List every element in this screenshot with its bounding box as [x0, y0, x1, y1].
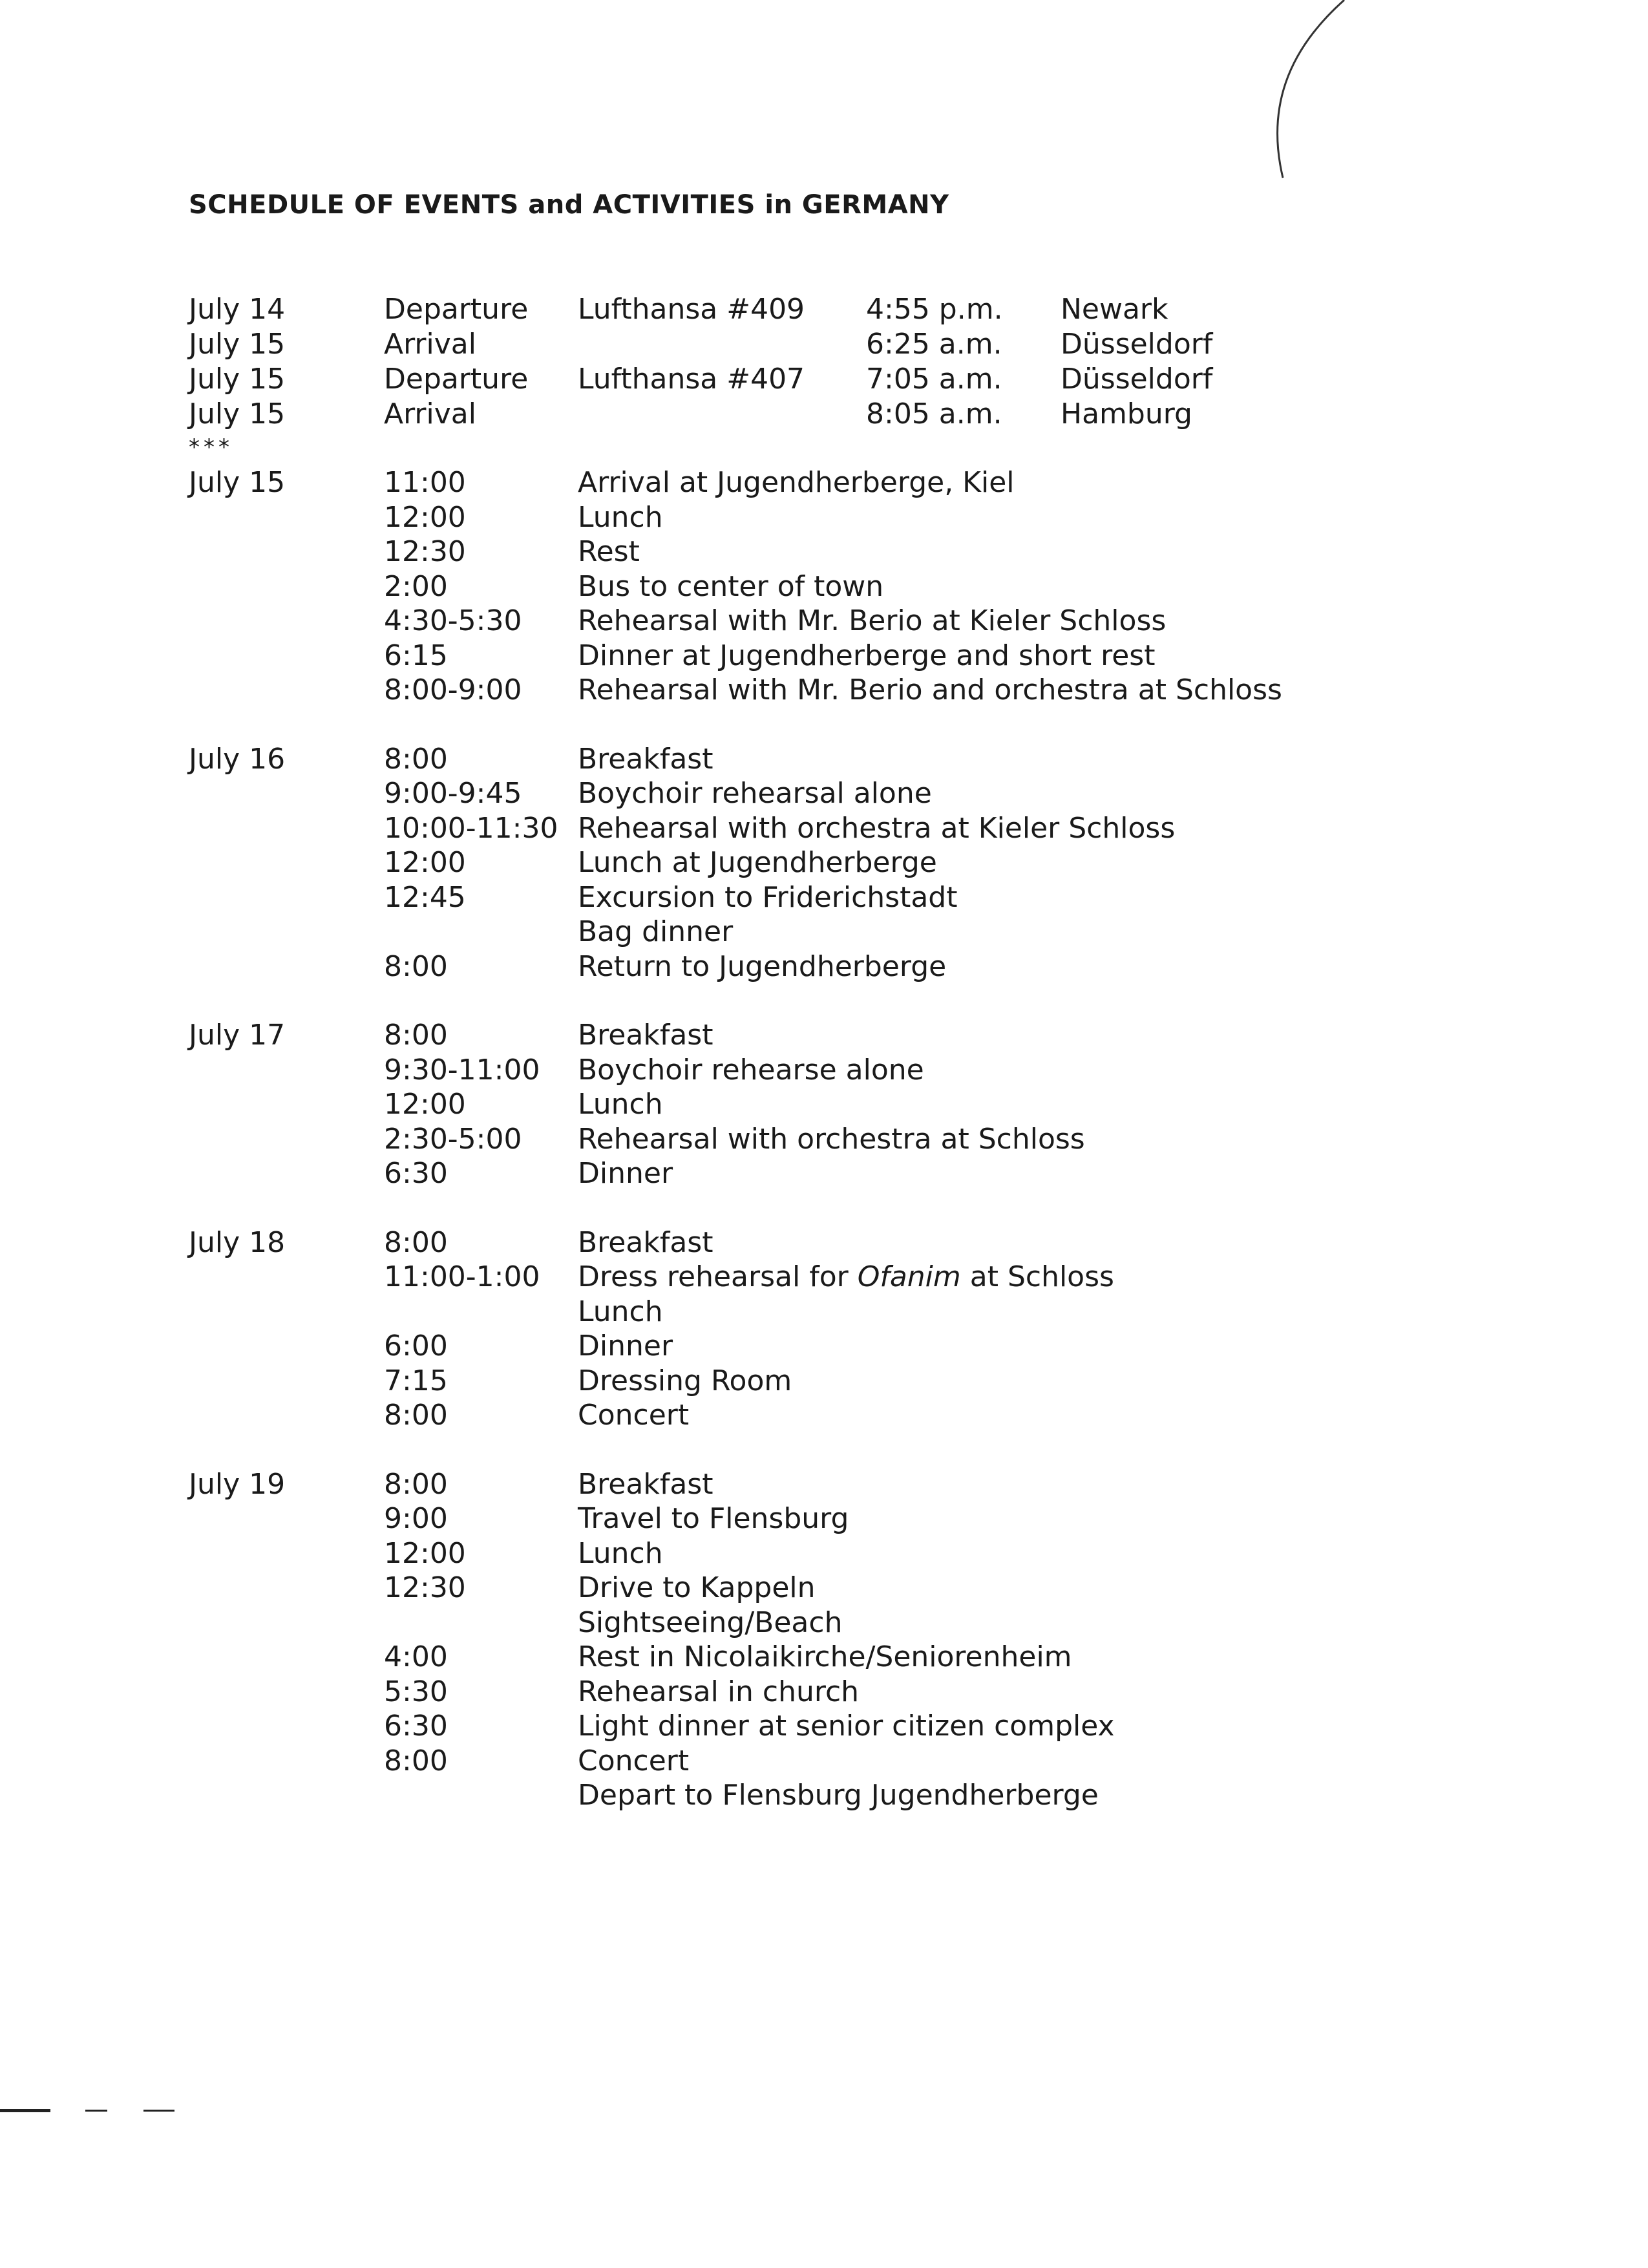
flight-date: July 15 — [189, 397, 286, 430]
event-description: Drive to Kappeln — [578, 1571, 816, 1604]
flight-city: Düsseldorf — [1061, 363, 1213, 396]
event-time: 2:00 — [384, 569, 448, 603]
work-title: Ofanim — [857, 1260, 961, 1293]
event-time: 4:00 — [384, 1640, 448, 1673]
event-time: 12:30 — [384, 535, 466, 568]
event-time: 9:00 — [384, 1502, 448, 1535]
flight-type: Departure — [384, 363, 529, 396]
margin-dash — [85, 2110, 107, 2112]
day-date: July 15 — [189, 466, 286, 499]
event-description: Lunch — [578, 1088, 663, 1121]
event-description: Rest in Nicolaikirche/Seniorenheim — [578, 1640, 1072, 1673]
day-date: July 18 — [189, 1225, 286, 1259]
event-time: 4:30-5:30 — [384, 604, 522, 637]
day-date: July 16 — [189, 742, 286, 776]
flight-type: Departure — [384, 293, 529, 326]
day-date: July 17 — [189, 1019, 286, 1052]
event-description: Boychoir rehearsal alone — [578, 777, 932, 810]
event-description: Rehearsal with orchestra at Kieler Schloss — [578, 811, 1176, 845]
event-time: 12:30 — [384, 1571, 466, 1604]
flight-city: Hamburg — [1061, 397, 1192, 430]
event-time: 6:00 — [384, 1330, 448, 1362]
event-time: 8:00 — [384, 1467, 448, 1501]
event-time: 5:30 — [384, 1675, 448, 1708]
event-time: 7:15 — [384, 1364, 448, 1397]
event-description: Bus to center of town — [578, 569, 884, 603]
flight-number: Lufthansa #409 — [578, 293, 805, 326]
event-time: 12:45 — [384, 880, 466, 914]
event-description: Rest — [578, 535, 640, 568]
event-description: Arrival at Jugendherberge, Kiel — [578, 466, 1015, 499]
event-description: Dinner — [578, 1157, 673, 1190]
flight-city: Newark — [1061, 293, 1168, 326]
event-time: 8:00 — [384, 1019, 448, 1052]
event-description: Breakfast — [578, 1225, 713, 1259]
event-time: 8:00 — [384, 1225, 448, 1259]
event-description: Concert — [578, 1399, 690, 1432]
event-time: 8:00-9:00 — [384, 673, 522, 706]
event-time: 8:00 — [384, 742, 448, 776]
event-time: 9:30-11:00 — [384, 1053, 540, 1086]
event-description: Light dinner at senior citizen complex — [578, 1710, 1115, 1743]
flight-type: Arrival — [384, 328, 476, 361]
flight-date: July 14 — [189, 293, 286, 326]
flight-type: Arrival — [384, 397, 476, 430]
event-description: Breakfast — [578, 1467, 713, 1501]
event-time: 12:00 — [384, 846, 466, 879]
event-description-part: at Schloss — [960, 1260, 1114, 1293]
event-time: 8:00 — [384, 949, 448, 983]
margin-dash — [143, 2110, 174, 2112]
event-description: Dinner — [578, 1330, 673, 1362]
event-time: 8:00 — [384, 1399, 448, 1432]
event-description: Depart to Flensburg Jugendherberge — [578, 1779, 1099, 1812]
event-description: Return to Jugendherberge — [578, 949, 947, 983]
event-time: 12:00 — [384, 1536, 466, 1570]
event-time: 12:00 — [384, 500, 466, 534]
flight-time: 6:25 a.m. — [866, 328, 1002, 361]
flight-date: July 15 — [189, 363, 286, 396]
event-description-part: Dress rehearsal for — [578, 1260, 858, 1293]
event-description — [578, 1260, 1114, 1295]
document-title: SCHEDULE OF EVENTS and ACTIVITIES in GERMANY — [189, 190, 949, 220]
event-description: Lunch — [578, 1536, 663, 1570]
event-description: Rehearsal with Mr. Berio and orchestra at Schloss — [578, 673, 1282, 706]
event-time: 6:15 — [384, 639, 448, 672]
event-description: Breakfast — [578, 742, 713, 776]
event-description: Sightseeing/Beach — [578, 1606, 843, 1639]
event-description: Lunch — [578, 1295, 663, 1328]
event-description: Boychoir rehearse alone — [578, 1053, 924, 1086]
event-description: Bag dinner — [578, 915, 734, 948]
flight-time: 4:55 p.m. — [866, 293, 1003, 326]
pen-arc-mark — [1267, 0, 1383, 187]
event-description: Lunch at Jugendherberge — [578, 846, 937, 879]
event-description: Dinner at Jugendherberge and short rest — [578, 639, 1156, 672]
event-time: 12:00 — [384, 1088, 466, 1121]
event-description: Rehearsal with Mr. Berio at Kieler Schloss — [578, 604, 1167, 637]
flight-time: 8:05 a.m. — [866, 397, 1002, 430]
event-time: 9:00-9:45 — [384, 777, 522, 810]
flight-date: July 15 — [189, 328, 286, 361]
event-time: 8:00 — [384, 1744, 448, 1777]
day-date: July 19 — [189, 1467, 286, 1501]
event-time: 6:30 — [384, 1157, 448, 1190]
event-time: 2:30-5:00 — [384, 1122, 522, 1156]
event-description: Lunch — [578, 500, 663, 534]
flight-city: Düsseldorf — [1061, 328, 1213, 361]
event-description: Rehearsal with orchestra at Schloss — [578, 1122, 1085, 1156]
event-description: Concert — [578, 1744, 690, 1777]
event-description: Travel to Flensburg — [578, 1502, 849, 1535]
event-description: Excursion to Friderichstadt — [578, 880, 958, 914]
event-description: Rehearsal in church — [578, 1675, 860, 1708]
event-time: 11:00-1:00 — [384, 1260, 540, 1293]
margin-dash — [0, 2109, 50, 2112]
event-time: 6:30 — [384, 1710, 448, 1743]
flight-time: 7:05 a.m. — [866, 363, 1002, 396]
event-time: 11:00 — [384, 466, 466, 499]
event-description: Dressing Room — [578, 1364, 792, 1397]
flight-number: Lufthansa #407 — [578, 363, 805, 396]
event-description: Breakfast — [578, 1019, 713, 1052]
event-time: 10:00-11:30 — [384, 811, 558, 845]
section-separator: *** — [189, 434, 233, 460]
